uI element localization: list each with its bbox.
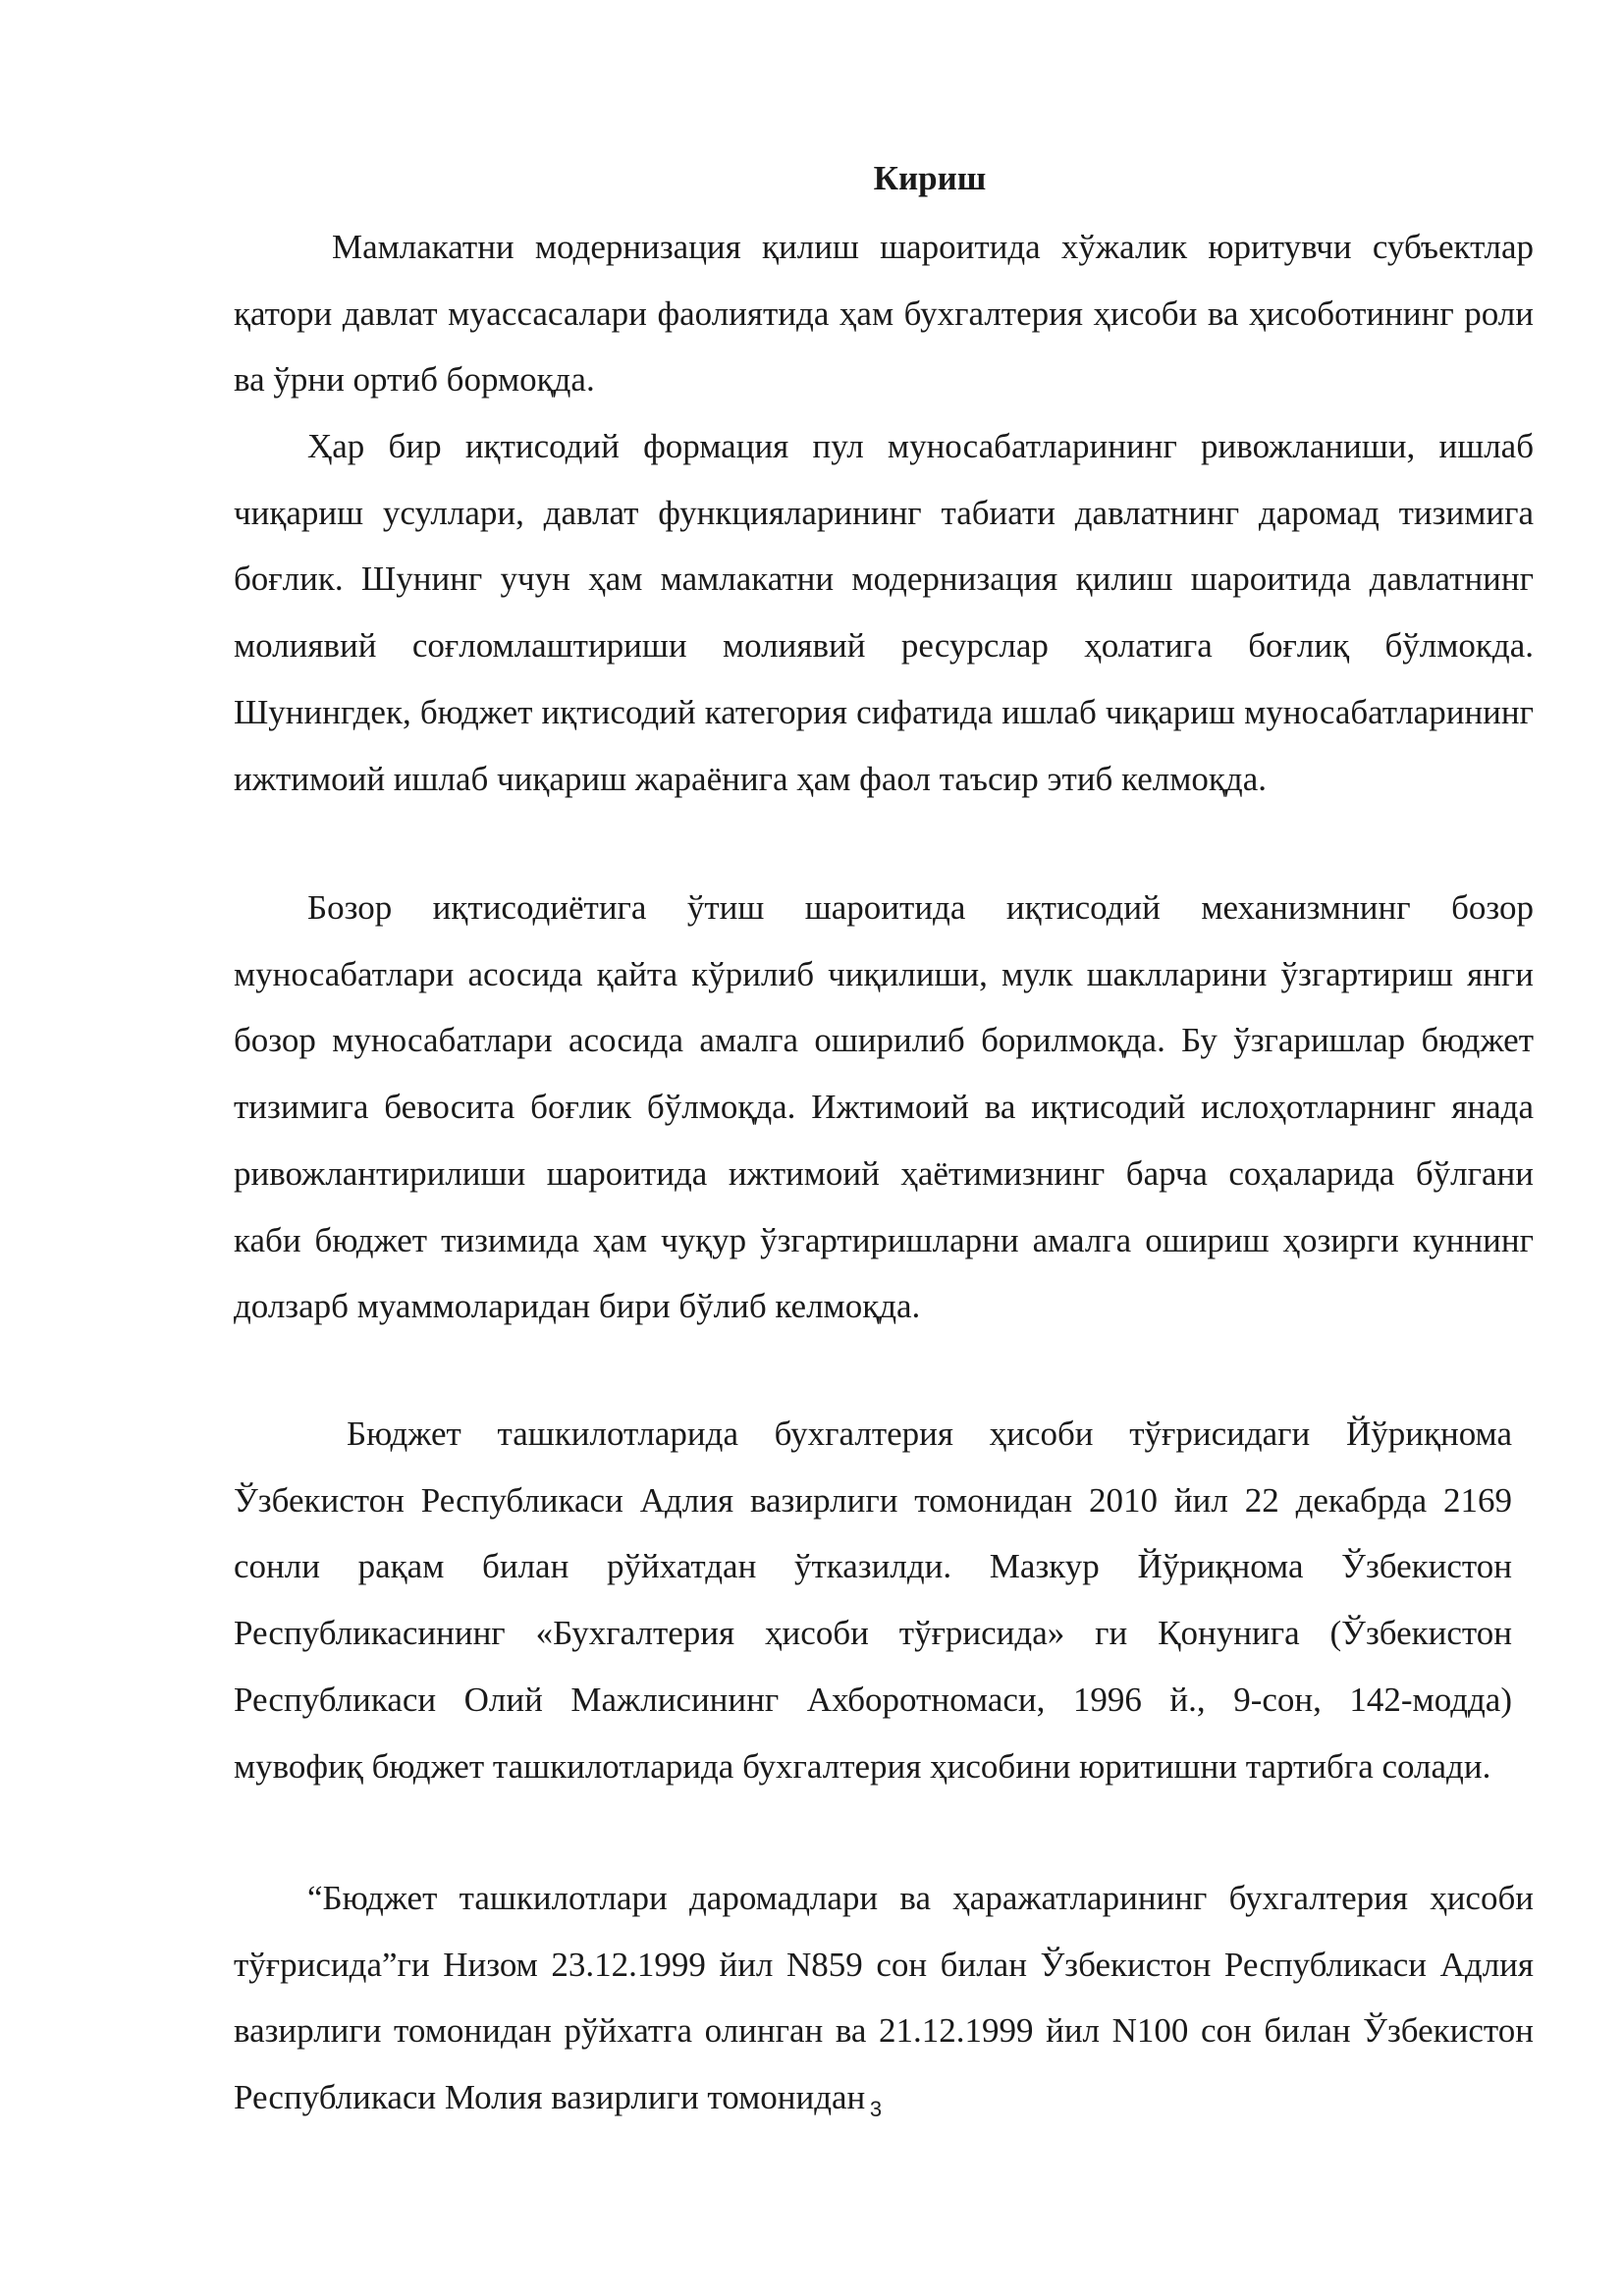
page-title: Кириш bbox=[873, 159, 987, 197]
paragraph-5: “Бюджет ташкилотлари даромадлари ва ҳаражатларининг бухгалтерия ҳисоби тўғрисида”ги Низом 23.12.1999 йил N859 сон билан Ўзбекистон Республикаси Адлия вазирлиги томонидан рўйхатга олинган ва 21.12.1999 йил N100 сон билан Ўзбекистон Республикаси Молия вазирлиги томонидан bbox=[234, 1879, 1534, 2117]
paragraph-2: Ҳар бир иқтисодий формация пул муносабатларининг ривожланиши, ишлаб чиқариш усуллари, давлат функцияларининг табиати давлатнинг даромад тизимига боғлик. Шунинг учун ҳам мамлакатни модернизация қилиш шароитида давлатнинг молиявий соғломлаштириши молиявий ресурслар ҳолатига боғлиқ бўлмокда. Шунингдек, бюджет иқтисодий категория сифатида ишлаб чиқариш муносабатларининг ижтимоий ишлаб чиқариш жараёнига ҳам фаол таъсир этиб келмоқда. bbox=[234, 427, 1534, 798]
paragraph-1: Мамлакатни модернизация қилиш шароитида хўжалик юритувчи субъектлар қатори давлат муассасалари фаолиятида ҳам бухгалтерия ҳисоби ва ҳисоботининг роли ва ўрни ортиб бормоқда. bbox=[234, 228, 1534, 400]
page-number: 3 bbox=[869, 2097, 883, 2121]
paragraph-3: Бозор иқтисодиётига ўтиш шароитида иқтисодий механизмнинг бозор муносабатлари асосида қайта кўрилиб чиқилиши, мулк шаклларини ўзгартириш янги бозор муносабатлари асосида амалга оширилиб борилмоқда. Бу ўзгаришлар бюджет тизимига бевосита боғлик бўлмоқда. Ижтимоий ва иқтисодий ислоҳотларнинг янада ривожлантирилиши шароитида ижтимоий ҳаётимизнинг барча соҳаларида бўлгани каби бюджет тизимида ҳам чуқур ўзгартиришларни амалга ошириш ҳозирги куннинг долзарб муаммоларидан бири бўлиб келмоқда. bbox=[234, 888, 1534, 1326]
paragraph-4: Бюджет ташкилотларида бухгалтерия ҳисоби тўғрисидаги Йўриқнома Ўзбекистон Республикаси Адлия вазирлиги томонидан 2010 йил 22 декабрда 2169 сонли рақам билан рўйхатдан ўтказилди. Мазкур Йўриқнома Ўзбекистон Республикасининг «Бухгалтерия ҳисоби тўғрисида» ги Қонунига (Ўзбекистон Республикаси Олий Мажлисининг Ахборотномаси, 1996 й., 9-сон, 142-модда) мувофиқ бюджет ташкилотларида бухгалтерия ҳисобини юритишни тартибга солади. bbox=[234, 1415, 1512, 1786]
